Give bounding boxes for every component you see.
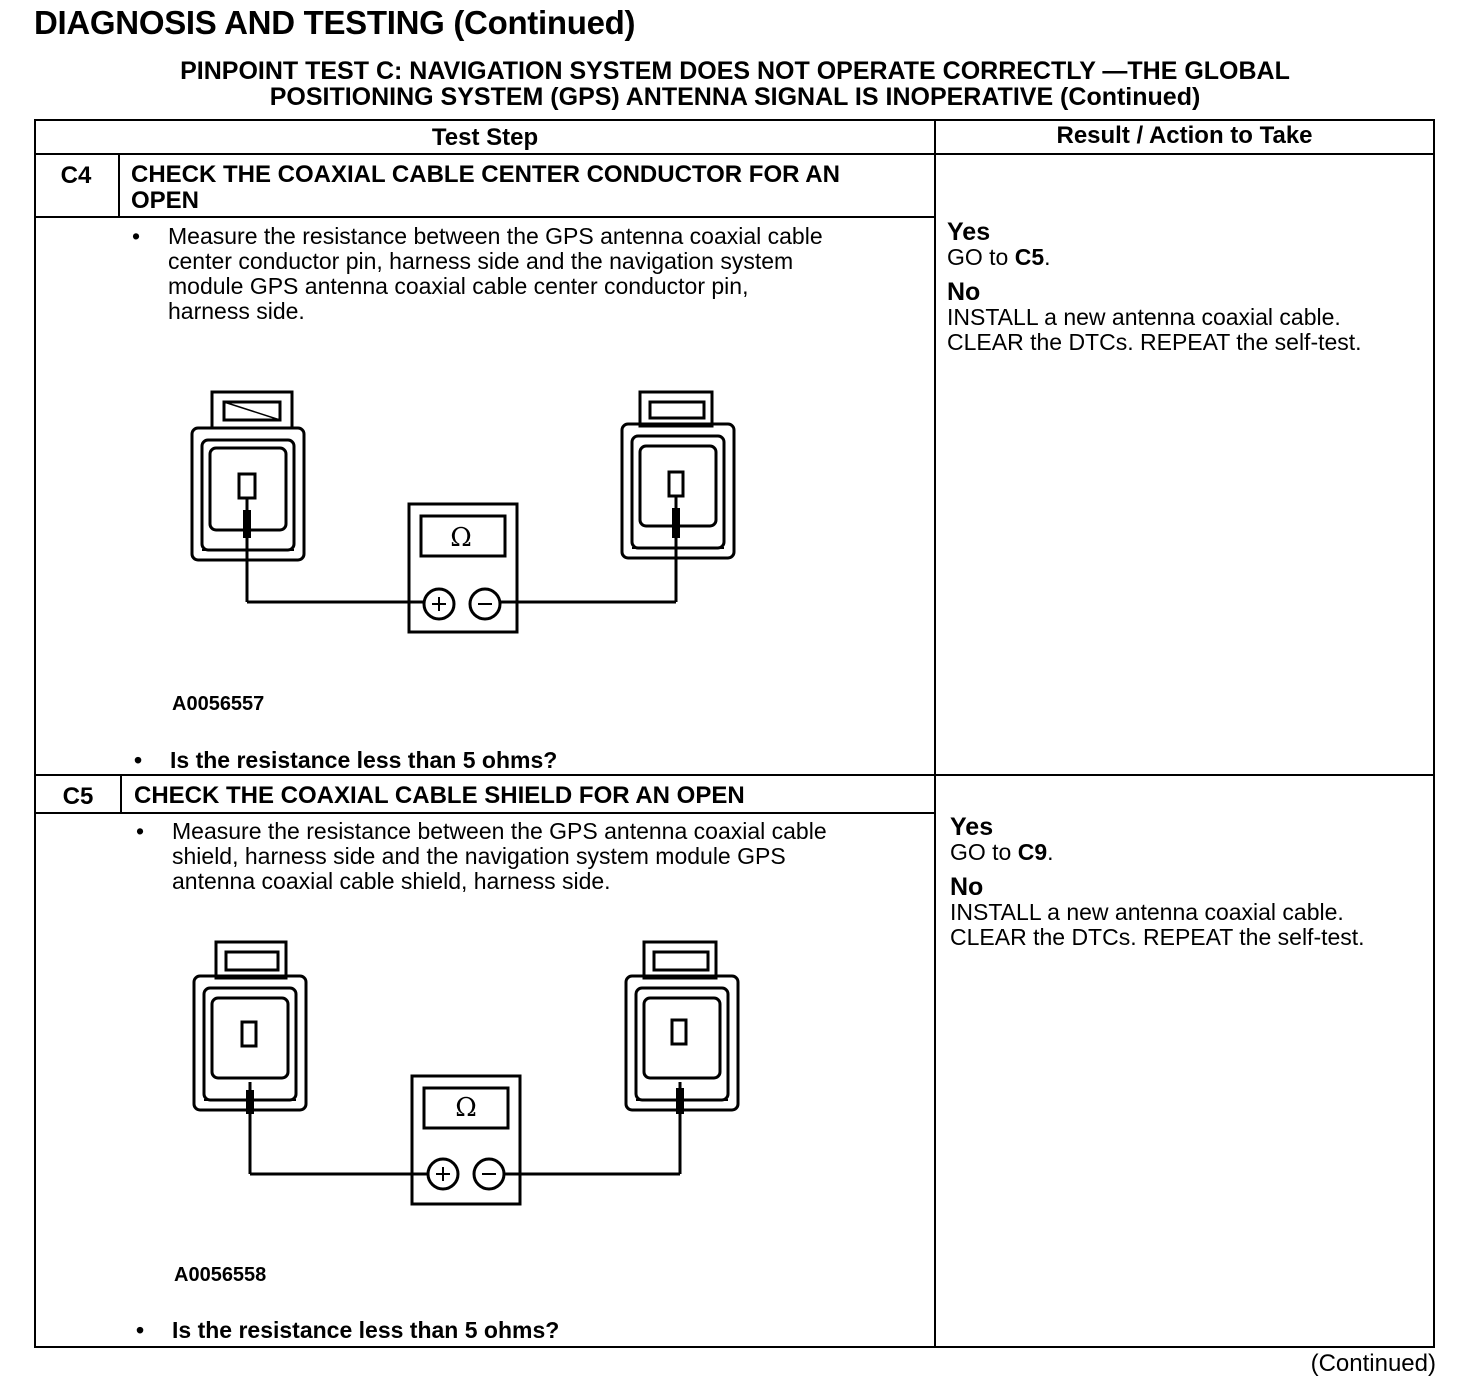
yes-label: Yes — [947, 218, 991, 246]
instruction-c4-line: center conductor pin, harness side and the navigation system — [168, 248, 794, 274]
no-action-line-1: INSTALL a new antenna coaxial cable. — [947, 304, 1341, 330]
pinpoint-test-title — [40, 58, 1430, 110]
bullet-icon: • — [132, 223, 141, 249]
instruction-c5-line: antenna coaxial cable shield, harness side. — [172, 868, 611, 894]
figure-c4-diagram — [180, 380, 750, 640]
step-title-c4 — [131, 162, 921, 214]
question-c4 — [134, 747, 930, 773]
bullet-icon: • — [136, 818, 145, 844]
step-divider — [34, 774, 1435, 776]
result-c5 — [950, 815, 1430, 950]
question-c5 — [136, 1317, 932, 1343]
no-action-line-2: CLEAR the DTCs. REPEAT the self-test. — [950, 924, 1365, 950]
no-label: No — [950, 873, 984, 901]
question-c4-text: Is the resistance less than 5 ohms? — [170, 747, 558, 773]
no-label: No — [947, 278, 981, 306]
instruction-c4-line: Measure the resistance between the GPS antenna coaxial cable — [168, 223, 823, 249]
step-id-c4: C4 — [60, 162, 92, 189]
no-action-line-1: INSTALL a new antenna coaxial cable. — [950, 899, 1344, 925]
yes-label: Yes — [950, 813, 994, 841]
instruction-c4-line: harness side. — [168, 298, 305, 324]
c4-id-divider — [118, 155, 120, 216]
instruction-c4 — [132, 223, 928, 324]
no-action-line-2: CLEAR the DTCs. REPEAT the self-test. — [947, 329, 1362, 355]
subtitle-line-2: POSITIONING SYSTEM (GPS) ANTENNA SIGNAL IS INOPERATIVE (Continued) — [269, 83, 1201, 111]
figure-id-c5: A0056558 — [174, 1264, 267, 1286]
bullet-icon: • — [136, 1317, 145, 1343]
instruction-c5 — [136, 818, 932, 894]
instruction-c5-line: Measure the resistance between the GPS antenna coaxial cable — [172, 818, 827, 844]
yes-action: GO to C9. — [950, 839, 1054, 865]
instruction-c4-line: module GPS antenna coaxial cable center conductor pin, — [168, 273, 749, 299]
step-title-c5 — [134, 783, 924, 809]
step-title-c5-line-1: CHECK THE COAXIAL CABLE SHIELD FOR AN OPEN — [134, 782, 745, 809]
meter-ohm-symbol: Ω — [455, 1093, 477, 1123]
yes-action-target: C9 — [1017, 839, 1048, 865]
figure-c5-diagram — [182, 932, 752, 1212]
header-test-step: Test Step — [431, 124, 539, 151]
subtitle-line-1: PINPOINT TEST C: NAVIGATION SYSTEM DOES NOT OPERATE CORRECTLY —THE GLOBAL — [180, 57, 1290, 85]
yes-action-prefix: GO to — [947, 244, 1009, 270]
c4-title-divider — [34, 216, 934, 218]
yes-action-target: C5 — [1014, 244, 1045, 270]
bullet-icon: • — [134, 747, 143, 773]
c5-id-divider — [120, 776, 122, 812]
meter-ohm-symbol: Ω — [450, 523, 472, 553]
figure-id-c4: A0056557 — [172, 693, 265, 715]
instruction-c5-line: shield, harness side and the navigation system module GPS — [172, 843, 786, 869]
c5-title-divider — [34, 812, 934, 814]
question-c5-text: Is the resistance less than 5 ohms? — [172, 1317, 560, 1343]
header-divider — [34, 153, 1435, 155]
result-c4 — [947, 220, 1427, 355]
yes-action-prefix: GO to — [950, 839, 1012, 865]
continued-footer: (Continued) — [1310, 1350, 1436, 1377]
step-title-c4-line-2: OPEN — [131, 187, 200, 214]
page-title: DIAGNOSIS AND TESTING (Continued) — [34, 4, 636, 41]
header-result-action: Result / Action to Take — [1056, 122, 1313, 149]
column-divider — [934, 119, 936, 1348]
step-title-c4-line-1: CHECK THE COAXIAL CABLE CENTER CONDUCTOR FOR AN — [131, 161, 840, 188]
step-id-c5: C5 — [62, 783, 94, 810]
right-connector-icon — [626, 942, 738, 1110]
yes-action: GO to C5. — [947, 244, 1051, 270]
